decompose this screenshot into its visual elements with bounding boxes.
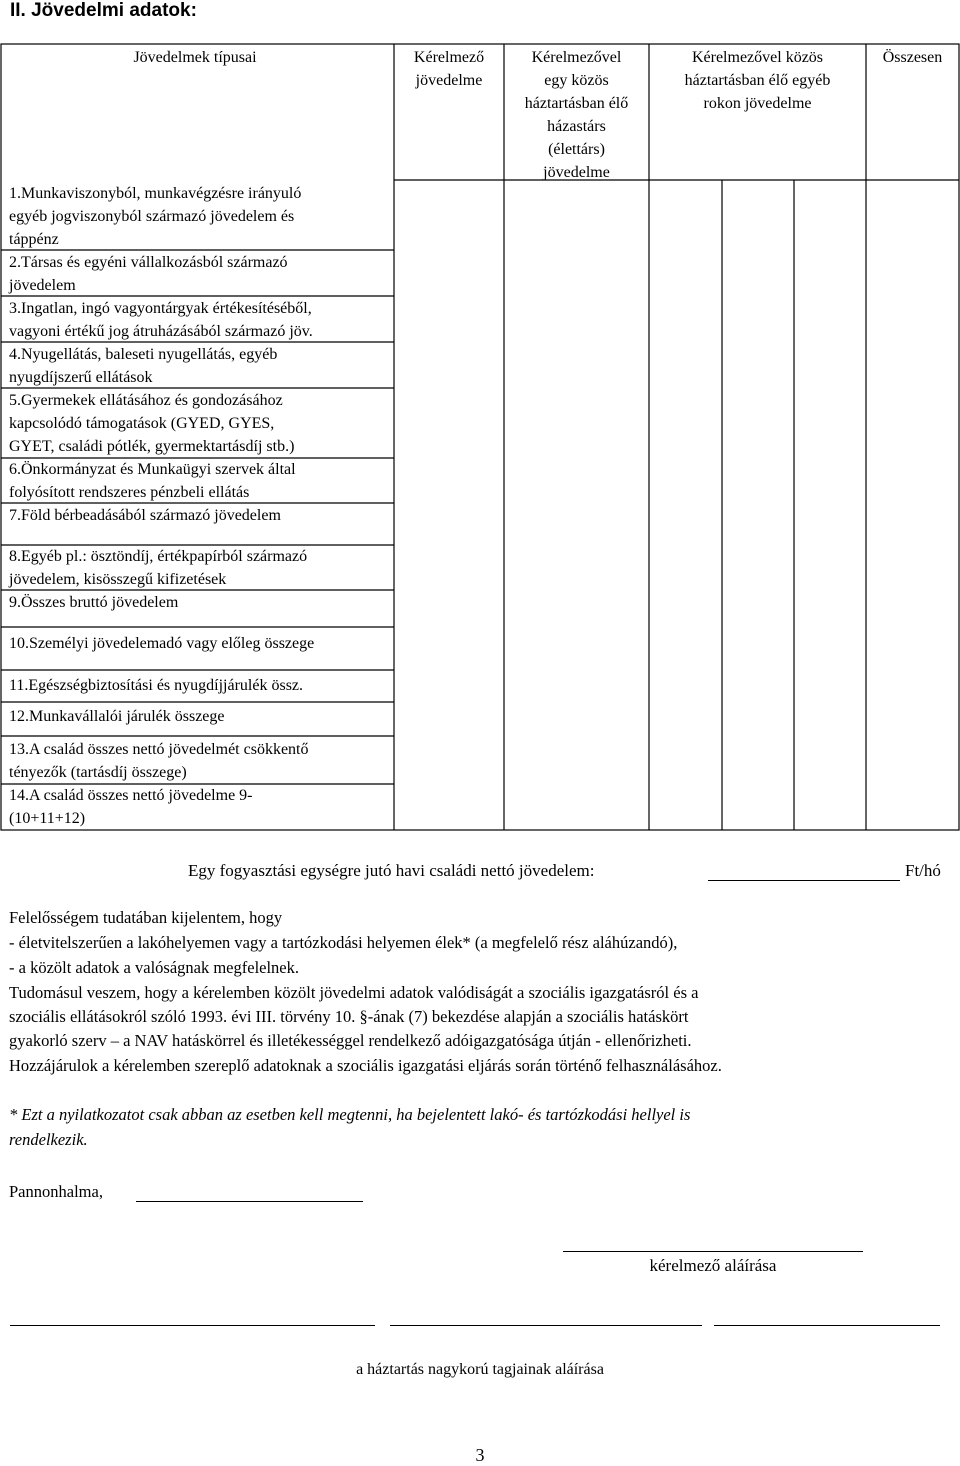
per-unit-input-line[interactable] bbox=[708, 880, 900, 881]
applicant-signature-label: kérelmező aláírása bbox=[649, 1256, 777, 1275]
household-signature-line-1[interactable] bbox=[10, 1325, 375, 1326]
header-spouse: Kérelmezővel egy közös háztartásban élő házastárs (élettárs) jövedelme bbox=[524, 49, 629, 181]
row-label-2: 2.Társas és egyéni vállalkozásból származó jövedelem bbox=[9, 254, 288, 294]
declaration-line-5: szociális ellátásokról szóló 1993. évi III. törvény 10. §-ának (7) bekezdése alapján a szociális hatáskört bbox=[9, 1007, 689, 1026]
row-label-5: 5.Gyermekek ellátásához és gondozásához kapcsolódó támogatások (GYED, GYES, GYET, családi pótlék, gyermektartásdíj stb.) bbox=[9, 392, 295, 455]
row-label-10: 10.Személyi jövedelemadó vagy előleg összege bbox=[9, 635, 315, 652]
declaration-line-7: Hozzájárulok a kérelemben szereplő adatoknak a szociális igazgatási eljárás során történő felhasználásához. bbox=[9, 1056, 722, 1075]
row-label-12: 12.Munkavállalói járulék összege bbox=[9, 708, 225, 725]
row-label-13: 13.A család összes nettó jövedelmét csökkentő tényezők (tartásdíj összege) bbox=[9, 741, 309, 781]
place-label: Pannonhalma, bbox=[9, 1182, 103, 1201]
page-number: 3 bbox=[475, 1445, 485, 1465]
header-relatives: Kérelmezővel közös háztartásban élő egyéb rokon jövedelme bbox=[684, 49, 831, 112]
declaration-line-3: - a közölt adatok a valóságnak megfelelnek. bbox=[9, 958, 300, 977]
row-label-7: 7.Föld bérbeadásából származó jövedelem bbox=[9, 507, 281, 524]
row-label-14: 14.A család összes nettó jövedelme 9- (10+11+12) bbox=[9, 787, 253, 827]
footnote-line-1: * Ezt a nyilatkozatot csak abban az esetben kell megtenni, ha bejelentett lakó- és tartózkodási hellyel is bbox=[9, 1105, 691, 1124]
row-label-4: 4.Nyugellátás, baleseti nyugellátás, egyéb nyugdíjszerű ellátások bbox=[9, 346, 278, 386]
footnote-line-2: rendelkezik. bbox=[9, 1130, 88, 1149]
header-income-types: Jövedelmek típusai bbox=[133, 49, 257, 66]
declaration-line-1: Felelősségem tudatában kijelentem, hogy bbox=[9, 908, 283, 927]
row-label-6: 6.Önkormányzat és Munkaügyi szervek által folyósított rendszeres pénzbeli ellátás bbox=[9, 461, 296, 501]
row-label-3: 3.Ingatlan, ingó vagyontárgyak értékesítéséből, vagyoni értékű jog átruházásából származó jöv. bbox=[9, 300, 313, 340]
household-signature-line-3[interactable] bbox=[714, 1325, 940, 1326]
applicant-signature-line[interactable] bbox=[563, 1251, 863, 1252]
header-applicant: Kérelmező jövedelme bbox=[413, 49, 485, 89]
row-label-11: 11.Egészségbiztosítási és nyugdíjjárulék össz. bbox=[9, 677, 304, 694]
row-label-8: 8.Egyéb pl.: ösztöndíj, értékpapírból származó jövedelem, kisösszegű kifizetések bbox=[9, 548, 308, 588]
date-input-line[interactable] bbox=[136, 1201, 363, 1202]
declaration-line-4: Tudomásul veszem, hogy a kérelemben közölt jövedelmi adatok valódiságát a szociális igazgatásról és a bbox=[9, 983, 699, 1002]
household-signature-line-2[interactable] bbox=[390, 1325, 702, 1326]
declaration-line-6: gyakorló szerv – a NAV hatáskörrel és illetékességgel rendelkező adóigazgatósága útján - ellenőrizheti. bbox=[9, 1031, 692, 1050]
row-label-9: 9.Összes bruttó jövedelem bbox=[9, 594, 179, 611]
per-unit-label: Egy fogyasztási egységre jutó havi családi nettó jövedelem: bbox=[188, 861, 595, 880]
header-total: Összesen bbox=[882, 49, 943, 66]
household-signature-label: a háztartás nagykorú tagjainak aláírása bbox=[356, 1361, 604, 1378]
row-label-1: 1.Munkaviszonyból, munkavégzésre irányuló egyéb jogviszonyból származó jövedelem és táppénz bbox=[9, 185, 302, 248]
declaration-line-2: - életvitelszerűen a lakóhelyemen vagy a tartózkodási helyemen élek* (a megfelelő rész aláhúzandó), bbox=[9, 933, 678, 952]
per-unit-unit: Ft/hó bbox=[905, 861, 941, 880]
section-title: II. Jövedelmi adatok: bbox=[10, 0, 197, 21]
